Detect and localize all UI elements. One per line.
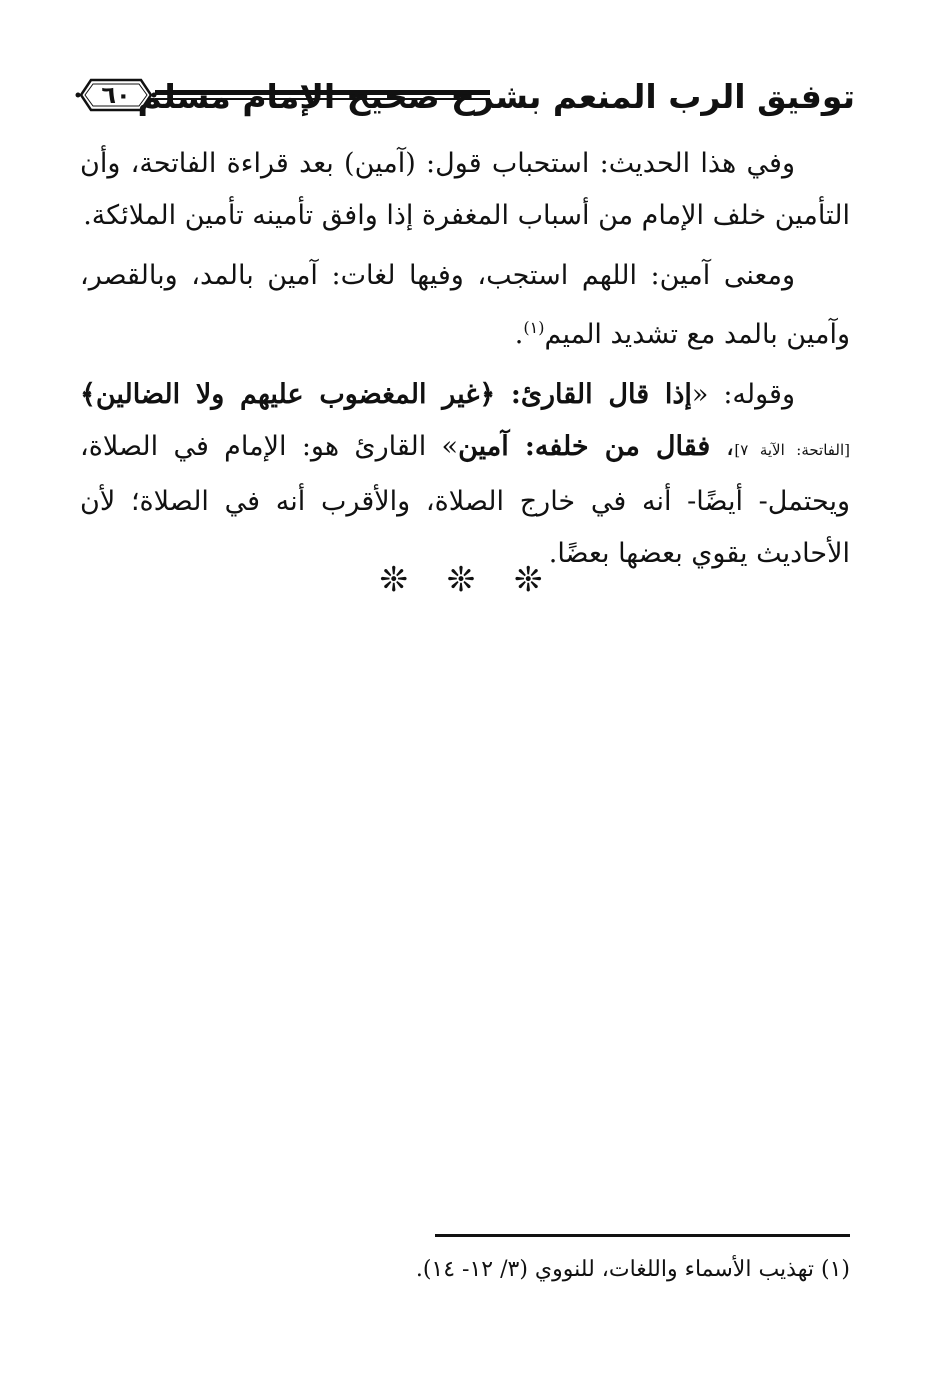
section-divider-stars: ❊ ❊ ❊: [379, 560, 557, 600]
hadith-phrase-2: فقال من خلفه: آمين: [458, 431, 711, 462]
paragraph-3: [80, 369, 850, 580]
hadith-phrase-1: إذا قال القارئ:: [495, 379, 692, 410]
paragraph-1: وفي هذا الحديث: استحباب قول: (آمين) بعد قراءة الفاتحة، وأن التأمين خلف الإمام من أسباب المغفرة إذا وافق تأمينه تأمين الملائكة.: [80, 148, 850, 231]
page-header: [75, 68, 855, 126]
paragraph-2: [80, 250, 850, 361]
paragraph-3-sep: ،: [710, 431, 735, 462]
footnote-marker: (١): [523, 318, 545, 337]
quran-verse: ﴿غير المغضوب عليهم ولا الضالين﴾: [80, 379, 496, 410]
footnote-1: (١) تهذيب الأسماء واللغات، للنووي (٣/ ١٢- ١٤).: [415, 1257, 850, 1282]
paragraph-3-rest: » القارئ هو: الإمام في الصلاة، ويحتمل- أيضًا- أنه في خارج الصلاة، والأقرب أنه في الصلاة؛ لأن الأحاديث يقوي بعضها بعضًا.: [80, 431, 850, 569]
paragraph-2-text: ومعنى آمين: اللهم استجب، وفيها لغات: آمين بالمد، وبالقصر، وآمين بالمد مع تشديد الميم: [80, 260, 850, 350]
book-title: توفيق الرب المنعم بشرح صحيح الإمام مسلم: [137, 77, 855, 116]
main-text: [80, 138, 850, 588]
paragraph-3-intro: وقوله: «: [691, 379, 796, 410]
page-number: ٦٠: [101, 81, 131, 109]
footnote-rule: [435, 1234, 850, 1237]
paragraph-2-end: .: [514, 319, 524, 350]
verse-reference: [الفاتحة: الآية ٧]: [734, 441, 850, 459]
